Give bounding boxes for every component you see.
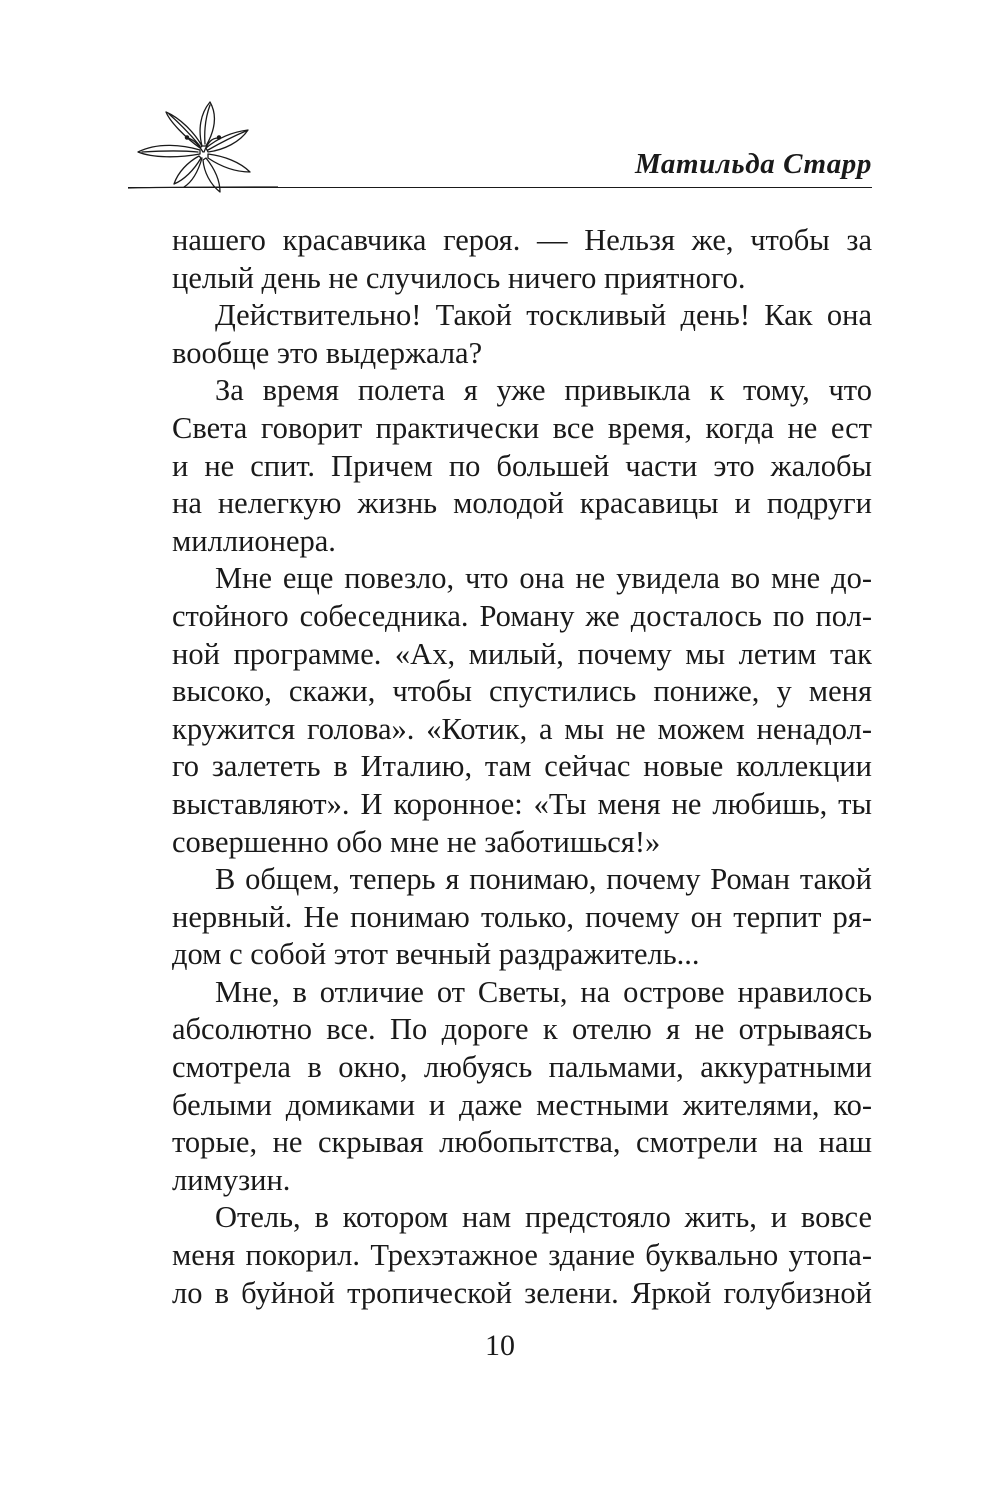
text-line: абсолютно все. По дороге к отелю я не отрываясь	[172, 1012, 872, 1047]
lily-flower-icon	[128, 100, 278, 205]
text-line: Мне, в отличие от Светы, на острове нравилось	[215, 974, 872, 1009]
text-line: и не спит. Причем по большей части это жалобы	[172, 448, 872, 483]
text-line: го залететь в Италию, там сейчас новые коллекции	[172, 749, 872, 784]
text-line: стойного собеседника. Роману же досталось по пол-	[172, 598, 872, 633]
body-text	[172, 222, 872, 1312]
text-line: смотрела в окно, любуясь пальмами, аккуратными	[172, 1050, 872, 1085]
running-head: Матильда Старр	[634, 148, 872, 180]
text-line: нервный. Не понимаю только, почему он терпит ря-	[172, 899, 872, 934]
text-line: торые, не скрывая любопытства, смотрели на наш	[172, 1125, 872, 1160]
text-line: на нелегкую жизнь молодой красавицы и подруги	[172, 486, 872, 521]
text-line: выставляют». И коронное: «Ты меня не любишь, ты	[172, 786, 872, 821]
text-line: белыми домиками и даже местными жителями, ко-	[172, 1087, 872, 1122]
text-line: кружится голова». «Котик, а мы не можем ненадол-	[172, 711, 872, 746]
text-line: меня покорил. Трехэтажное здание буквально утопа-	[172, 1238, 872, 1273]
text-line: совершенно обо мне не заботишься!»	[172, 824, 661, 859]
header-rule	[128, 187, 872, 188]
text-line: В общем, теперь я понимаю, почему Роман такой	[215, 862, 872, 897]
text-line: дом с собой этот вечный раздражитель...	[172, 937, 700, 972]
page-number: 10	[485, 1329, 515, 1362]
text-line: нашего красавчика героя. — Нельзя же, чтобы за	[172, 223, 872, 257]
text-line: высоко, скажи, чтобы спустились пониже, у меня	[172, 674, 872, 709]
text-line: Отель, в котором нам предстояло жить, и вовсе	[215, 1200, 872, 1235]
text-line: лимузин.	[172, 1162, 291, 1197]
text-line: ной программе. «Ах, милый, почему мы летим так	[172, 636, 872, 671]
text-line: Света говорит практически все время, когда не ест	[172, 410, 872, 445]
text-line: ло в буйной тропической зелени. Яркой голубизной	[172, 1275, 872, 1310]
text-line: Мне еще повезло, что она не увидела во мне до-	[215, 561, 872, 596]
text-line: целый день не случилось ничего приятного.	[172, 260, 746, 295]
text-line: вообще это выдержала?	[172, 335, 483, 370]
text-line: Действительно! Такой тоскливый день! Как она	[215, 298, 872, 333]
text-line: миллионера.	[172, 523, 336, 558]
text-line: За время полета я уже привыкла к тому, что	[215, 373, 872, 408]
